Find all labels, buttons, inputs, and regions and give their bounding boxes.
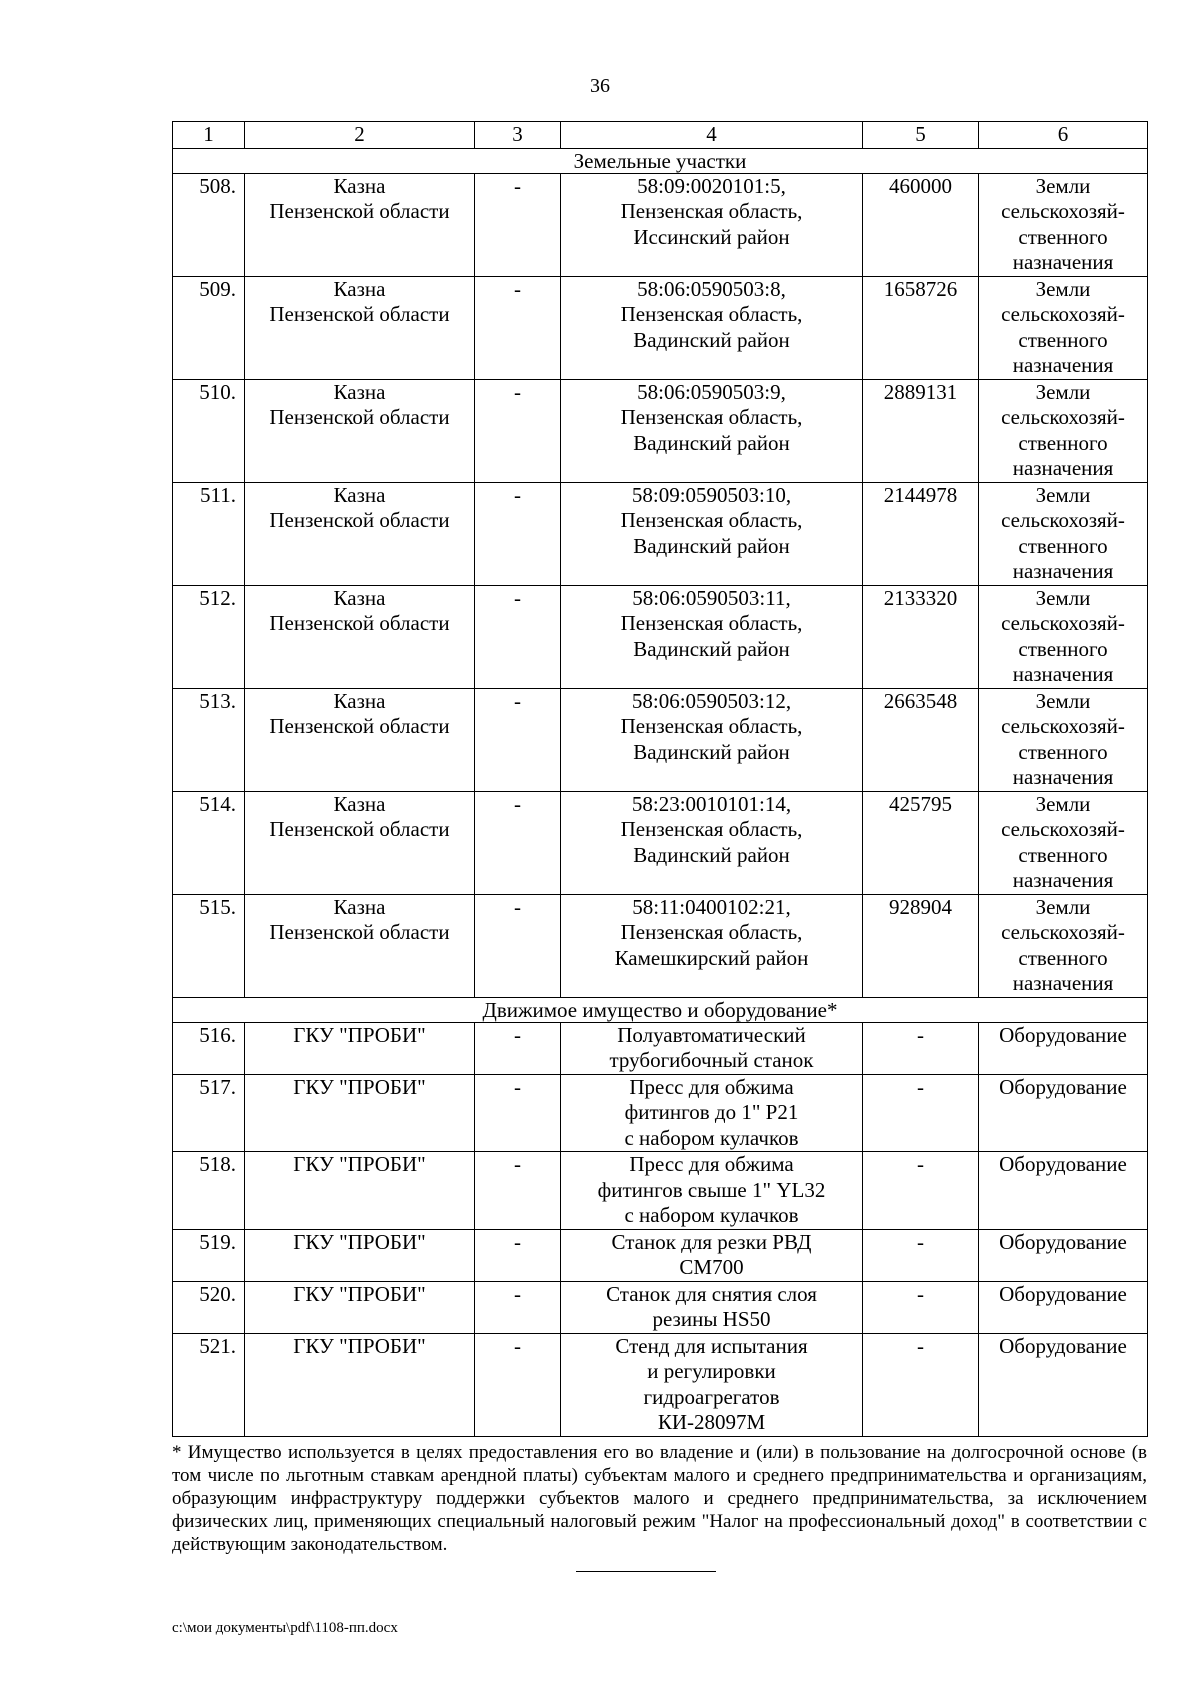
description-cell-line: фитингов свыше 1" YL32 bbox=[597, 1177, 826, 1202]
row-number: 519. bbox=[173, 1229, 245, 1281]
category-cell bbox=[979, 1333, 1148, 1436]
value-cell: 2889131 bbox=[863, 379, 979, 482]
description-cell-line: Вадинский район bbox=[633, 430, 790, 455]
owner-cell-line: ГКУ "ПРОБИ" bbox=[293, 1333, 426, 1358]
owner-cell bbox=[245, 379, 475, 482]
description-cell-line: Полуавтоматический bbox=[617, 1022, 806, 1047]
owner-cell bbox=[245, 1229, 475, 1281]
description-cell-line: Станок для снятия слоя bbox=[606, 1281, 817, 1306]
table-row bbox=[173, 1281, 1148, 1333]
description-cell-line: Вадинский район bbox=[633, 842, 790, 867]
category-cell bbox=[979, 894, 1148, 997]
category-cell-line: назначения bbox=[1012, 971, 1114, 995]
column-number: 1 bbox=[173, 122, 245, 149]
owner-cell-line: ГКУ "ПРОБИ" bbox=[293, 1229, 426, 1254]
owner-cell-line: Казна bbox=[333, 173, 386, 198]
section-header-row bbox=[173, 997, 1148, 1022]
category-cell bbox=[979, 379, 1148, 482]
category-cell bbox=[979, 173, 1148, 276]
value-cell: 1658726 bbox=[863, 276, 979, 379]
category-cell bbox=[979, 1022, 1148, 1074]
owner-cell-line: Пензенской области bbox=[269, 920, 450, 944]
category-cell-line: Оборудование bbox=[999, 1152, 1127, 1176]
category-cell-line: сельскохозяй- bbox=[1001, 920, 1125, 944]
section-title: Движимое имущество и оборудование* bbox=[173, 997, 1148, 1022]
owner-cell-line: Казна bbox=[333, 276, 386, 301]
owner-cell bbox=[245, 1022, 475, 1074]
value-cell: 425795 bbox=[863, 791, 979, 894]
description-cell-line: КИ-28097М bbox=[657, 1410, 766, 1434]
category-cell-line: Оборудование bbox=[999, 1333, 1127, 1358]
category-cell-line: сельскохозяй- bbox=[1001, 199, 1125, 223]
page-number: 36 bbox=[590, 75, 610, 97]
row-number: 512. bbox=[173, 585, 245, 688]
category-cell-line: Земли bbox=[1035, 688, 1091, 713]
category-cell-line: ственного bbox=[1018, 327, 1108, 352]
owner-cell-line: Пензенской области bbox=[269, 199, 450, 223]
category-cell bbox=[979, 791, 1148, 894]
row-number: 515. bbox=[173, 894, 245, 997]
column-number: 2 bbox=[245, 122, 475, 149]
column3-cell: - bbox=[475, 1333, 561, 1436]
owner-cell-line: Казна bbox=[333, 688, 386, 713]
value-cell: 2663548 bbox=[863, 688, 979, 791]
owner-cell bbox=[245, 894, 475, 997]
owner-cell-line: Казна bbox=[333, 585, 386, 610]
category-cell-line: ственного bbox=[1018, 945, 1108, 970]
row-number: 514. bbox=[173, 791, 245, 894]
category-cell bbox=[979, 1152, 1148, 1230]
owner-cell bbox=[245, 1074, 475, 1152]
table-row bbox=[173, 688, 1148, 791]
category-cell-line: Оборудование bbox=[999, 1229, 1127, 1254]
property-table-body bbox=[173, 122, 1148, 1437]
description-cell-line: Пензенская область, bbox=[620, 817, 803, 841]
description-cell-line: Вадинский район bbox=[633, 533, 790, 558]
category-cell-line: ственного bbox=[1018, 430, 1108, 455]
row-number: 518. bbox=[173, 1152, 245, 1230]
description-cell-line: Пензенская область, bbox=[620, 302, 803, 326]
owner-cell-line: ГКУ "ПРОБИ" bbox=[293, 1022, 426, 1047]
description-cell-line: Камешкирский район bbox=[614, 945, 809, 970]
description-cell-line: с набором кулачков bbox=[624, 1203, 799, 1227]
description-cell bbox=[561, 894, 863, 997]
description-cell-line: и регулировки bbox=[647, 1359, 776, 1383]
column3-cell: - bbox=[475, 1074, 561, 1152]
table-row bbox=[173, 482, 1148, 585]
value-cell: - bbox=[863, 1333, 979, 1436]
row-number: 508. bbox=[173, 173, 245, 276]
owner-cell-line: Пензенской области bbox=[269, 611, 450, 635]
description-cell bbox=[561, 1281, 863, 1333]
owner-cell-line: Казна bbox=[333, 791, 386, 816]
value-cell: 2144978 bbox=[863, 482, 979, 585]
owner-cell-line: ГКУ "ПРОБИ" bbox=[293, 1152, 426, 1176]
column3-cell: - bbox=[475, 688, 561, 791]
owner-cell bbox=[245, 482, 475, 585]
table-row bbox=[173, 1152, 1148, 1230]
owner-cell-line: Казна bbox=[333, 894, 386, 919]
footnote: * Имущество используется в целях предоставления его во владение и (или) в пользование на долгосрочной основе (в том числе по льготным ставкам арендной платы) субъектам малого и среднего предпринимательства и организациям, образующим инфраструктуру поддержки субъектов малого и среднего предпринимательства, за исключением физических лиц, применяющих специальный налоговый режим "Налог на профессиональный доход" в соответствии с действующим законодательством. bbox=[172, 1442, 1147, 1555]
row-number: 520. bbox=[173, 1281, 245, 1333]
description-cell bbox=[561, 1152, 863, 1230]
column3-cell: - bbox=[475, 1152, 561, 1230]
section-header-row bbox=[173, 148, 1148, 173]
column3-cell: - bbox=[475, 585, 561, 688]
category-cell-line: Земли bbox=[1035, 791, 1091, 816]
value-cell: - bbox=[863, 1074, 979, 1152]
value-cell: - bbox=[863, 1152, 979, 1230]
description-cell bbox=[561, 1074, 863, 1152]
category-cell bbox=[979, 276, 1148, 379]
column-number: 3 bbox=[475, 122, 561, 149]
description-cell-line: Стенд для испытания bbox=[615, 1333, 808, 1358]
row-number: 513. bbox=[173, 688, 245, 791]
description-cell-line: Пензенская область, bbox=[620, 920, 803, 944]
owner-cell-line: Пензенской области bbox=[269, 405, 450, 429]
owner-cell bbox=[245, 688, 475, 791]
value-cell: - bbox=[863, 1022, 979, 1074]
column-number: 6 bbox=[979, 122, 1148, 149]
description-cell bbox=[561, 1229, 863, 1281]
category-cell-line: Земли bbox=[1035, 276, 1091, 301]
category-cell-line: сельскохозяй- bbox=[1001, 714, 1125, 738]
description-cell bbox=[561, 482, 863, 585]
description-cell-line: Пресс для обжима bbox=[629, 1074, 794, 1099]
table-row bbox=[173, 173, 1148, 276]
column-number: 4 bbox=[561, 122, 863, 149]
description-cell-line: гидроагрегатов bbox=[643, 1384, 780, 1409]
row-number: 516. bbox=[173, 1022, 245, 1074]
row-number: 517. bbox=[173, 1074, 245, 1152]
end-divider bbox=[576, 1571, 716, 1572]
table-row bbox=[173, 791, 1148, 894]
category-cell-line: ственного bbox=[1018, 739, 1108, 764]
column3-cell: - bbox=[475, 276, 561, 379]
table-row bbox=[173, 379, 1148, 482]
category-cell-line: назначения bbox=[1012, 250, 1114, 274]
category-cell bbox=[979, 1281, 1148, 1333]
category-cell bbox=[979, 585, 1148, 688]
category-cell-line: сельскохозяй- bbox=[1001, 508, 1125, 532]
description-cell bbox=[561, 791, 863, 894]
category-cell-line: Земли bbox=[1035, 482, 1091, 507]
row-number: 509. bbox=[173, 276, 245, 379]
column3-cell: - bbox=[475, 1229, 561, 1281]
table-row bbox=[173, 1333, 1148, 1436]
description-cell-line: 58:06:0590503:12, bbox=[631, 688, 792, 713]
column3-cell: - bbox=[475, 173, 561, 276]
description-cell-line: Пресс для обжима bbox=[629, 1152, 794, 1176]
description-cell bbox=[561, 379, 863, 482]
description-cell-line: резины HS50 bbox=[652, 1307, 771, 1331]
description-cell-line: трубогибочный станок bbox=[609, 1048, 814, 1072]
description-cell-line: Вадинский район bbox=[633, 327, 790, 352]
category-cell-line: назначения bbox=[1012, 868, 1114, 892]
description-cell-line: Станок для резки РВД bbox=[611, 1229, 812, 1254]
description-cell-line: Пензенская область, bbox=[620, 714, 803, 738]
owner-cell-line: Казна bbox=[333, 482, 386, 507]
description-cell-line: 58:06:0590503:8, bbox=[637, 276, 786, 301]
column-number-row bbox=[173, 122, 1148, 149]
column-number: 5 bbox=[863, 122, 979, 149]
owner-cell bbox=[245, 173, 475, 276]
value-cell: - bbox=[863, 1281, 979, 1333]
owner-cell-line: ГКУ "ПРОБИ" bbox=[293, 1074, 426, 1099]
category-cell-line: ственного bbox=[1018, 636, 1108, 661]
category-cell bbox=[979, 482, 1148, 585]
column3-cell: - bbox=[475, 791, 561, 894]
category-cell-line: ственного bbox=[1018, 842, 1108, 867]
description-cell bbox=[561, 688, 863, 791]
category-cell-line: назначения bbox=[1012, 353, 1114, 377]
description-cell-line: 58:06:0590503:9, bbox=[637, 379, 786, 404]
owner-cell-line: Пензенской области bbox=[269, 508, 450, 532]
description-cell-line: СМ700 bbox=[679, 1255, 744, 1279]
table-row bbox=[173, 585, 1148, 688]
category-cell-line: Земли bbox=[1035, 894, 1091, 919]
category-cell-line: назначения bbox=[1012, 662, 1114, 686]
description-cell-line: фитингов до 1" P21 bbox=[624, 1100, 799, 1124]
table-row bbox=[173, 276, 1148, 379]
category-cell-line: Земли bbox=[1035, 585, 1091, 610]
table-row bbox=[173, 1229, 1148, 1281]
owner-cell bbox=[245, 791, 475, 894]
category-cell-line: Оборудование bbox=[999, 1281, 1127, 1306]
owner-cell-line: Пензенской области bbox=[269, 714, 450, 738]
category-cell-line: Земли bbox=[1035, 173, 1091, 198]
description-cell-line: Пензенская область, bbox=[620, 508, 803, 532]
value-cell: 928904 bbox=[863, 894, 979, 997]
owner-cell-line: ГКУ "ПРОБИ" bbox=[293, 1281, 426, 1306]
table-row bbox=[173, 894, 1148, 997]
value-cell: 460000 bbox=[863, 173, 979, 276]
description-cell-line: с набором кулачков bbox=[624, 1125, 799, 1150]
description-cell bbox=[561, 173, 863, 276]
description-cell bbox=[561, 1333, 863, 1436]
description-cell-line: Пензенская область, bbox=[620, 199, 803, 223]
row-number: 511. bbox=[173, 482, 245, 585]
category-cell-line: ственного bbox=[1018, 224, 1108, 249]
section-title: Земельные участки bbox=[173, 148, 1148, 173]
description-cell bbox=[561, 585, 863, 688]
column3-cell: - bbox=[475, 379, 561, 482]
row-number: 510. bbox=[173, 379, 245, 482]
description-cell bbox=[561, 276, 863, 379]
value-cell: 2133320 bbox=[863, 585, 979, 688]
description-cell bbox=[561, 1022, 863, 1074]
owner-cell bbox=[245, 1281, 475, 1333]
owner-cell bbox=[245, 1152, 475, 1230]
category-cell-line: Оборудование bbox=[999, 1074, 1127, 1099]
category-cell-line: назначения bbox=[1012, 765, 1114, 789]
description-cell-line: 58:11:0400102:21, bbox=[632, 894, 791, 919]
description-cell-line: Вадинский район bbox=[633, 739, 790, 764]
column3-cell: - bbox=[475, 482, 561, 585]
category-cell-line: сельскохозяй- bbox=[1001, 405, 1125, 429]
category-cell-line: Земли bbox=[1035, 379, 1091, 404]
description-cell-line: Пензенская область, bbox=[620, 611, 803, 635]
category-cell bbox=[979, 688, 1148, 791]
category-cell-line: сельскохозяй- bbox=[1001, 302, 1125, 326]
owner-cell-line: Пензенской области bbox=[269, 302, 450, 326]
owner-cell-line: Казна bbox=[333, 379, 386, 404]
column3-cell: - bbox=[475, 1281, 561, 1333]
category-cell-line: сельскохозяй- bbox=[1001, 817, 1125, 841]
description-cell-line: Вадинский район bbox=[633, 636, 790, 661]
category-cell-line: назначения bbox=[1012, 559, 1114, 583]
category-cell-line: сельскохозяй- bbox=[1001, 611, 1125, 635]
category-cell-line: Оборудование bbox=[999, 1022, 1127, 1047]
table-row bbox=[173, 1074, 1148, 1152]
description-cell-line: 58:09:0020101:5, bbox=[637, 173, 786, 198]
owner-cell-line: Пензенской области bbox=[269, 817, 450, 841]
column3-cell: - bbox=[475, 1022, 561, 1074]
category-cell-line: ственного bbox=[1018, 533, 1108, 558]
owner-cell bbox=[245, 585, 475, 688]
file-path: c:\мои документы\pdf\1108-пп.docx bbox=[172, 1620, 398, 1636]
table-row bbox=[173, 1022, 1148, 1074]
row-number: 521. bbox=[173, 1333, 245, 1436]
description-cell-line: Пензенская область, bbox=[620, 405, 803, 429]
description-cell-line: 58:23:0010101:14, bbox=[631, 791, 792, 816]
category-cell bbox=[979, 1074, 1148, 1152]
owner-cell bbox=[245, 276, 475, 379]
description-cell-line: 58:09:0590503:10, bbox=[631, 482, 792, 507]
owner-cell bbox=[245, 1333, 475, 1436]
column3-cell: - bbox=[475, 894, 561, 997]
description-cell-line: Иссинский район bbox=[633, 224, 790, 249]
property-table bbox=[172, 121, 1148, 1437]
category-cell-line: назначения bbox=[1012, 456, 1114, 480]
description-cell-line: 58:06:0590503:11, bbox=[632, 585, 791, 610]
category-cell bbox=[979, 1229, 1148, 1281]
value-cell: - bbox=[863, 1229, 979, 1281]
